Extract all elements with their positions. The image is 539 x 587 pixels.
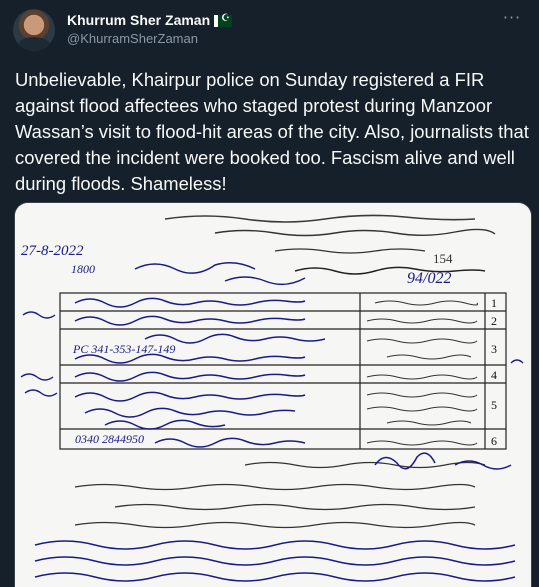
tweet-image-fir-document[interactable] — [14, 202, 532, 587]
row-number: 4 — [491, 368, 497, 382]
row-number: 6 — [491, 434, 497, 448]
author-name[interactable]: Khurrum Sher Zaman☪ — [67, 12, 232, 28]
fir-number: 94/022 — [407, 270, 452, 287]
row-number: 1 — [491, 296, 497, 310]
author-handle[interactable]: @KhurramSherZaman — [67, 31, 198, 46]
handwritten-time: 1800 — [71, 262, 95, 276]
handwritten-date: 27-8-2022 — [21, 243, 84, 259]
section-number: 154 — [433, 251, 453, 266]
fir-document-image — [15, 203, 531, 587]
handwritten-phone: 0340 2844950 — [75, 432, 144, 446]
handwritten-cnic: PC 341-353-147-149 — [73, 342, 176, 356]
tweet-text: Unbelievable, Khairpur police on Sunday registered a FIR against flood affectees who staged protest during Manzoor Wassan’s visit to flood-hit areas of the city. Also, journalists that covered the incident were booked too. Fascism alive and well during floods. Shameless! — [15, 69, 529, 194]
more-options-icon[interactable]: ··· — [502, 8, 522, 27]
avatar[interactable] — [13, 9, 55, 51]
row-number: 5 — [491, 398, 497, 412]
row-number: 3 — [491, 342, 497, 356]
pakistan-flag-icon — [214, 15, 232, 27]
row-number: 2 — [491, 314, 497, 328]
